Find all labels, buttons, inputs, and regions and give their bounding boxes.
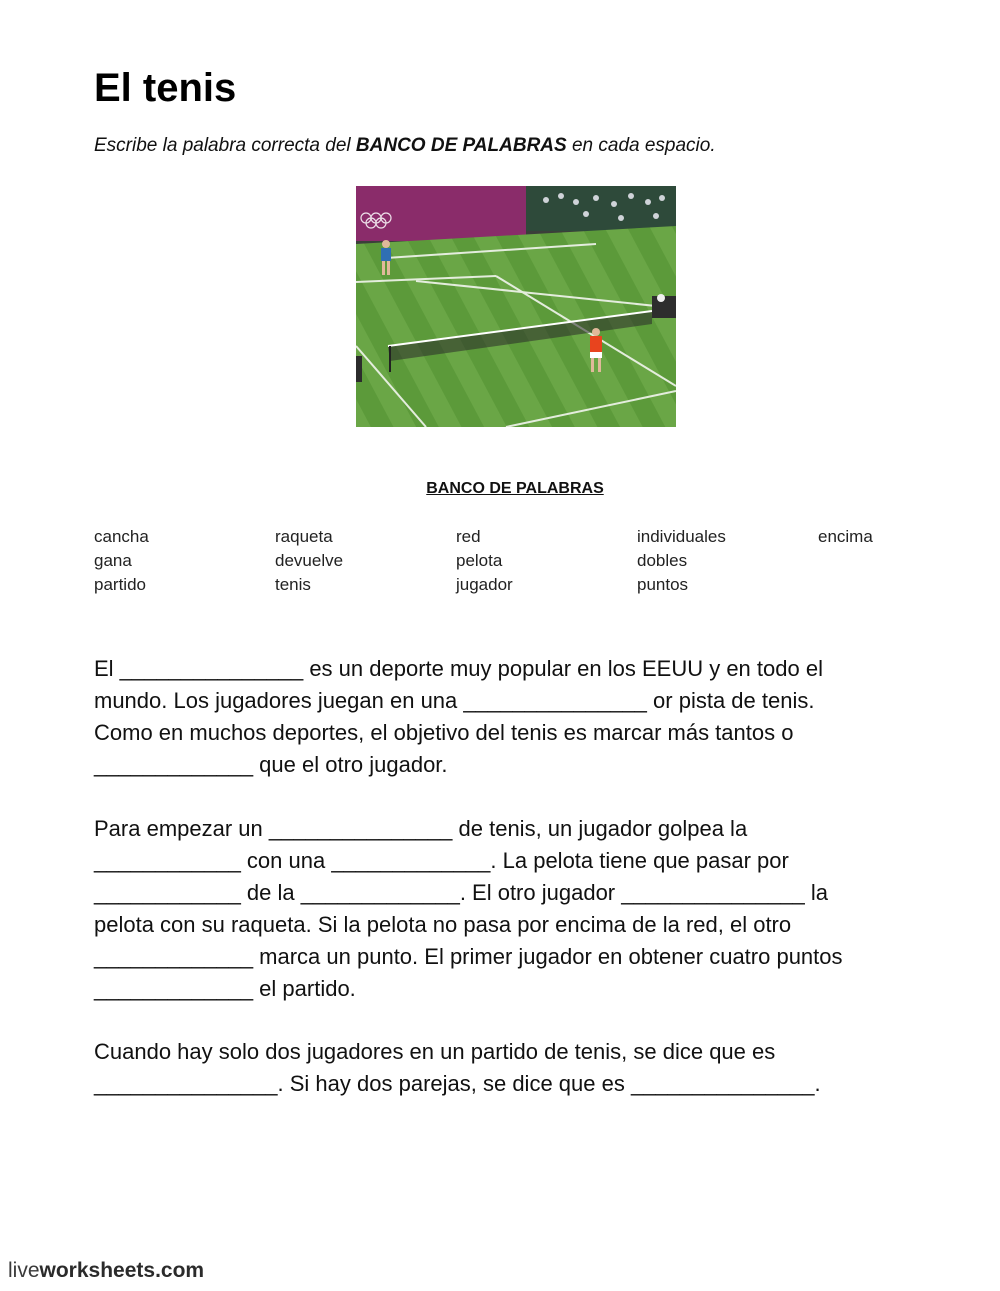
tennis-court-photo	[356, 186, 676, 427]
instructions-text-end: en cada espacio.	[566, 135, 716, 156]
paragraph-line: _____________ el partido.	[94, 976, 356, 1001]
word-bank-word: pelota	[456, 551, 503, 570]
paragraph-line: pelota con su raqueta. Si la pelota no pasa por encima de la red, el otro	[94, 912, 792, 937]
page-title: El tenis	[94, 66, 237, 110]
paragraph-line: Para empezar un _______________ de tenis, un jugador golpea la	[94, 816, 748, 841]
word-bank-word: jugador	[456, 575, 513, 594]
word-bank-word: raqueta	[275, 527, 333, 546]
paragraph-2	[94, 813, 954, 1005]
word-bank-word: dobles	[637, 551, 688, 570]
word-bank-word: encima	[818, 527, 873, 546]
word-bank-word: gana	[94, 551, 132, 570]
paragraph-line: ____________ de la _____________. El otro jugador _______________ la	[94, 880, 829, 905]
paragraph-line: mundo. Los jugadores juegan en una _______________ or pista de tenis.	[94, 688, 815, 713]
paragraph-line: El _______________ es un deporte muy popular en los EEUU y en todo el	[94, 656, 823, 681]
logo-text-bold: worksheets	[39, 1259, 156, 1282]
word-bank-word: devuelve	[275, 551, 344, 570]
paragraph-line: _______________. Si hay dos parejas, se dice que es _______________.	[94, 1071, 821, 1096]
word-bank-word: individuales	[637, 527, 726, 546]
paragraph-line: _____________ marca un punto. El primer jugador en obtener cuatro puntos	[94, 944, 843, 969]
paragraph-3	[94, 1036, 954, 1100]
word-bank-grid	[94, 527, 994, 599]
word-bank-word: red	[456, 527, 481, 546]
word-bank-word: puntos	[637, 575, 689, 594]
paragraph-line: Como en muchos deportes, el objetivo del tenis es marcar más tantos o	[94, 720, 794, 745]
paragraph-line: _____________ que el otro jugador.	[94, 752, 448, 777]
word-bank-word: partido	[94, 575, 146, 594]
instructions	[94, 134, 716, 158]
word-bank-empty-cell	[818, 551, 999, 575]
paragraph-1	[94, 653, 954, 781]
liveworksheets-logo	[8, 1259, 204, 1283]
instructions-bold-text: BANCO DE PALABRAS	[355, 135, 567, 156]
logo-text-light: live	[8, 1259, 40, 1282]
paragraph-line: ____________ con una _____________. La pelota tiene que pasar por	[94, 848, 789, 873]
instructions-text-start: Escribe la palabra correcta del	[94, 135, 356, 156]
logo-text-suffix: .com	[155, 1259, 205, 1282]
word-bank-word: tenis	[275, 575, 311, 594]
word-bank-heading: BANCO DE PALABRAS	[426, 480, 604, 497]
paragraph-line: Cuando hay solo dos jugadores en un partido de tenis, se dice que es	[94, 1039, 776, 1064]
word-bank-empty-cell	[818, 575, 999, 599]
word-bank-word: cancha	[94, 527, 149, 546]
